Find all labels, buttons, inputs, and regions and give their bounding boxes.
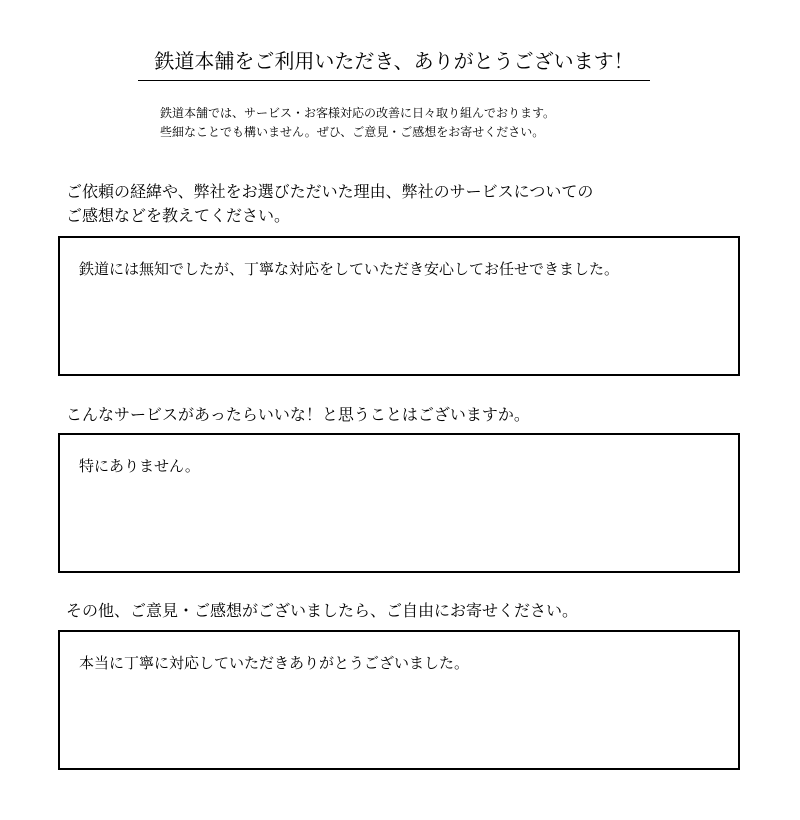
question-reason (66, 180, 593, 228)
question-line: その他、ご意見・ご感想がございましたら、ご自由にお寄せください。 (66, 601, 579, 620)
intro-line: 些細なことでも構いません。ぜひ、ご意見・ご感想をお寄せください。 (160, 125, 545, 139)
answer-text: 本当に丁寧に対応していただきありがとうございました。 (79, 654, 470, 672)
answer-text: 特にありません。 (79, 457, 200, 475)
question-other-comments (66, 599, 578, 623)
question-service-wish (66, 403, 530, 427)
answer-text: 鉄道には無知でしたが、丁寧な対応をしていただき安心してお任せできました。 (79, 260, 620, 278)
page-title: 鉄道本舗をご利用いただき、ありがとうございます！ (138, 46, 650, 81)
question-line: ご依頼の経緯や、弊社をお選びただいた理由、弊社のサービスについての (66, 182, 594, 201)
question-line: ご感想などを教えてください。 (66, 206, 291, 225)
answer-box-service-wish (58, 433, 740, 573)
intro-line: 鉄道本舗では、サービス・お客様対応の改善に日々取り組んでおります。 (160, 106, 556, 120)
answer-box-reason (58, 236, 740, 376)
answer-box-other-comments (58, 630, 740, 770)
question-line: こんなサービスがあったらいいな！と思うことはございますか。 (66, 405, 530, 424)
intro-text (160, 104, 555, 142)
